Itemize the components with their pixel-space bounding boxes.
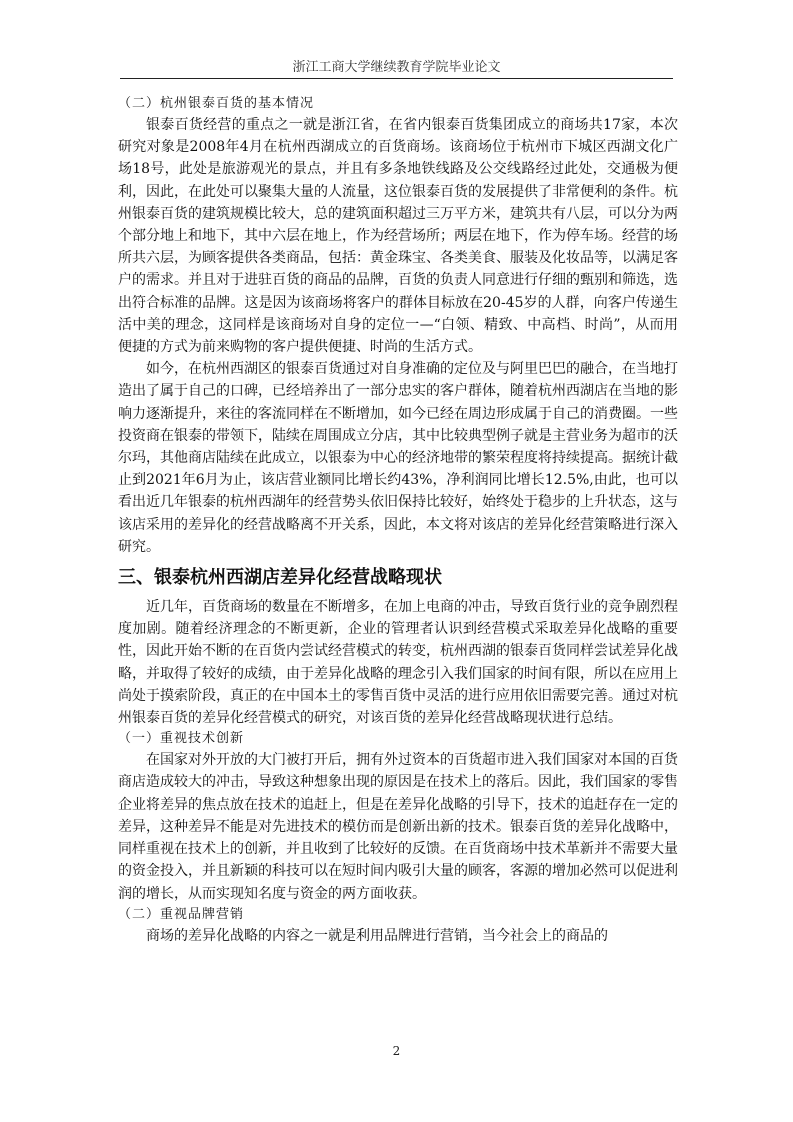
subsection-heading-tech-innovation: （一）重视技术创新 (118, 731, 245, 747)
paragraph-tech-innovation: 在国家对外开放的大门被打开后，拥有外过资本的百货超市进入我们国家对本国的百货商店造成较大的冲击，导致这种想象出现的原因是在技术上的落后。因此，我们国家的零售企业将差异的焦点放在技术的追赶上，但是在差异化战略的引导下，技术的追赶存在一定的差异，这种差异不能是对先进技术的模仿而是创新出新的技术。银泰百货的差异化战略中，同样重视在技术上的创新，并且收到了比较好的反馈。在百货商场中技术革新并不需要大量的资金投入，并且新颖的科技可以在短时间内吸引大量的顾客，客源的增加必然可以促进利润的增长，从而实现知名度与资金的两方面收获。 (118, 752, 678, 902)
page-body (118, 94, 678, 947)
subsection-heading-brand-marketing: （二）重视品牌营销 (118, 906, 245, 922)
page-header: 浙江工商大学继续教育学院毕业论文 (292, 60, 501, 75)
paragraph-basic-info-2: 如今，在杭州西湖区的银泰百货通过对自身准确的定位及与阿里巴巴的融合，在当地打造出了属于自己的口碑，已经培养出了一部分忠实的客户群体，随着杭州西湖店在当地的影响力逐渐提升，来往的客流同样在不断增加，如今已经在周边形成属于自己的消费圈。一些投资商在银泰的带领下，陆续在周围成立分店，其中比较典型例子就是主营业务为超市的沃尔玛，其他商店陆续在此成立，以银泰为中心的经济地带的繁荣程度将持续提高。据统计截止到2021年6月为止，该店营业额同比增长约43%，净利润同比增长12.5%,由此，也可以看出近几年银泰的杭州西湖年的经营势头依旧保持比较好，始终处于稳步的上升状态，这与该店采用的差异化的经营战略离不开关系，因此，本文将对该店的差异化经营策略进行深入研究。 (118, 361, 678, 555)
paragraph-strategy-intro: 近几年，百货商场的数量在不断增多，在加上电商的冲击，导致百货行业的竞争剧烈程度加剧。随着经济理念的不断更新，企业的管理者认识到经营模式采取差异化战略的重要性，因此开始不断的在百货内尝试经营模式的转变，杭州西湖的银泰百货同样尝试差异化战略，并取得了较好的成绩，由于差异化战略的理念引入我们国家的时间有限，所以在应用上尚处于摸索阶段，真正的在中国本土的零售百货中灵活的进行应用依旧需要完善。通过对杭州银泰百货的差异化经营模式的研究，对该百货的差异化经营战略现状进行总结。 (118, 599, 678, 727)
paragraph-basic-info-1: 银泰百货经营的重点之一就是浙江省，在省内银泰百货集团成立的商场共17家，本次研究对象是2008年4月在杭州西湖成立的百货商场。该商场位于杭州市下城区西湖文化广场18号，此处是旅游观光的景点，并且有多条地铁线路及公交线路经过此处，交通极为便利，因此，在此处可以聚集大量的人流量，这位银泰百货的发展提供了非常便利的条件。杭州银泰百货的建筑规模比较大，总的建筑面积超过三万平方米，建筑共有八层，可以分为两个部分地上和地下，其中六层在地上，作为经营场所；两层在地下，作为停车场。经营的场所共六层，为顾客提供各类商品，包括：黄金珠宝、各类美食、服装及化妆品等，以满足客户的需求。并且对于进驻百货的商品的品牌，百货的负责人同意进行仔细的甄别和筛选，选出符合标准的品牌。这是因为该商场将客户的群体目标放在20-45岁的人群，向客户传递生活中美的理念，这同样是该商场对自身的定位一—“白领、精致、中高档、时尚”，从而用便捷的方式为前来购物的客户提供便捷、时尚的生活方式。 (118, 117, 678, 356)
header-divider (120, 78, 673, 79)
subsection-heading-basic-info: （二）杭州银泰百货的基本情况 (118, 96, 315, 111)
page-number: 2 (392, 1044, 401, 1058)
section-heading-strategy-status: 三、银泰杭州西湖店差异化经营战略现状 (118, 567, 442, 589)
paragraph-brand-marketing: 商场的差异化战略的内容之一就是利用品牌进行营销，当今社会上的商品的 (146, 927, 608, 944)
